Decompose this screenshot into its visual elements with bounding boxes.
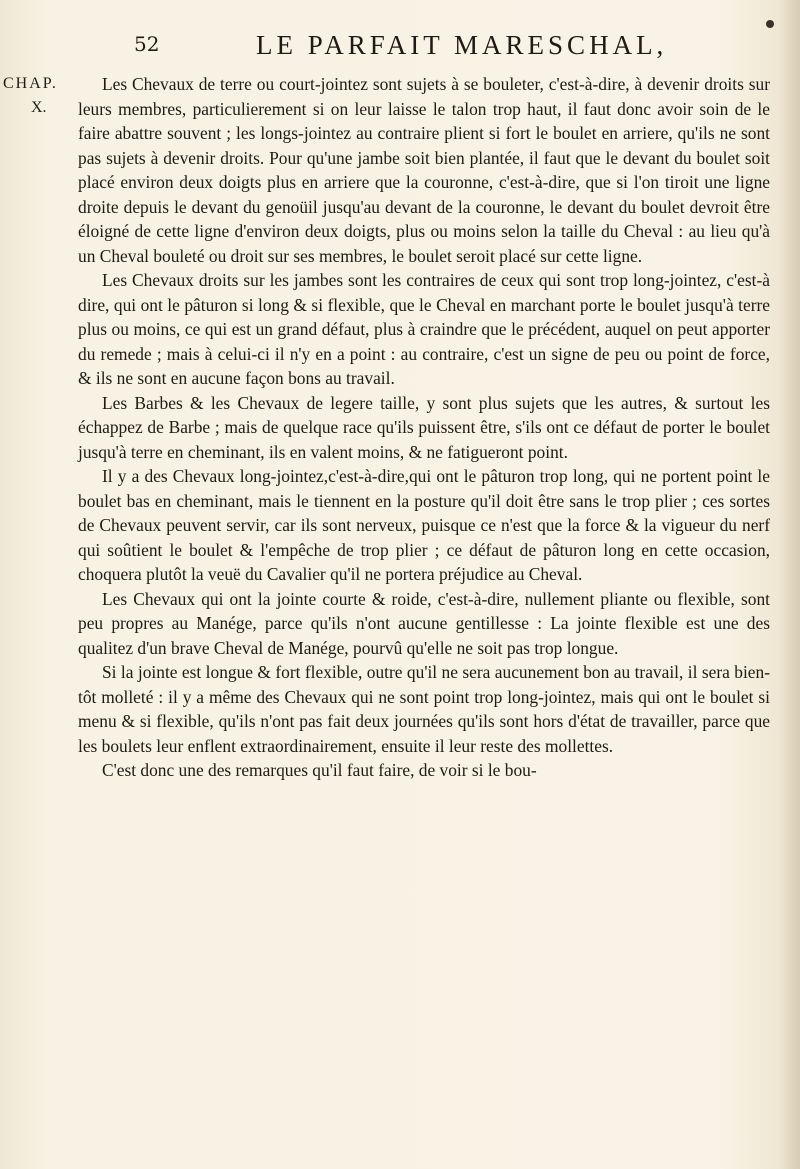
paragraph-7: C'est donc une des remarques qu'il faut faire, de voir si le bou- [102, 760, 537, 780]
paragraph-4: Il y a des Chevaux long-jointez,c'est-à-dire,qui ont le pâturon trop long, qui ne portent point le boulet bas en cheminant, mais le tiennent en la posture qu'il doit être sans le trop plier ; ces sortes de Chevaux peuvent servir, car ils sont nerveux, puisque ce n'est que la force & la vigueur du nerf qui soûtient le boulet & l'empêche de trop plier ; ce défaut de pâturon long en cette occasion, choquera plutôt la veuë du Cavalier qu'il ne portera préjudice au Cheval. [78, 466, 770, 584]
paragraph-6: Si la jointe est longue & fort flexible, outre qu'il ne sera aucunement bon au travail, il sera bien-tôt molleté : il y a même des Chevaux qui ne sont point trop long-jointez, mais qui ont le boulet si menu & si flexible, qu'ils n'ont pas fait deux journées qu'ils sont hors d'état de travailler, parce que les boulets leur enflent extraordinairement, ensuite il leur reste des mollettes. [78, 662, 770, 756]
page-edge-shadow [778, 0, 800, 1169]
chapter-margin-label [3, 72, 58, 120]
page-number: 52 [134, 32, 160, 56]
body-text [78, 72, 770, 783]
paragraph-3: Les Barbes & les Chevaux de legere taille, y sont plus sujets que les autres, & surtout les échappez de Barbe ; mais de quelque race qu'ils puissent être, s'ils ont ce défaut de porter le boulet jusqu'à terre en cheminant, ils en valent moins, & ne fatigueront point. [78, 392, 770, 462]
book-title: LE PARFAIT MARESCHAL, [256, 30, 668, 60]
running-head [78, 30, 718, 70]
ink-spot [766, 20, 774, 28]
chapter-number: X. [31, 99, 47, 116]
paragraph-1: Les Chevaux de terre ou court-jointez sont sujets à se bouleter, c'est-à-dire, à devenir droits sur leurs membres, particulierement si on leur laisse le talon trop haut, il faut donc avoir soin de le faire abattre souvent ; les longs-jointez au contraire plient si fort le boulet en arriere, qu'ils ne sont pas sujets à devenir droits. Pour qu'une jambe soit bien plantée, il faut que le devant du boulet soit placé environ deux doigts plus en arriere que la couronne, c'est-à-dire, que si l'on tiroit une ligne droite depuis le devant du genoüil jusqu'au devant de la couronne, le devant du boulet devroit être éloigné de cette ligne d'environ deux doigts, plus ou moins selon la taille du Cheval : au lieu qu'à un Cheval bouleté ou droit sur ses membres, le boulet seroit placé sur cette ligne. [78, 74, 770, 266]
chapter-word: CHAP. [3, 75, 58, 92]
paragraph-2: Les Chevaux droits sur les jambes sont les contraires de ceux qui sont trop long-jointez, c'est-à dire, qui ont le pâturon si long & si flexible, que le Cheval en marchant porte le boulet jusqu'à terre plus ou moins, ce qui est un grand défaut, plus à craindre que le précédent, auquel on peut apporter du remede ; mais à celui-ci il n'y en a point : au contraire, c'est un signe de peu ou point de force, & ils ne sont en aucune façon bons au travail. [78, 270, 770, 388]
paragraph-5: Les Chevaux qui ont la jointe courte & roide, c'est-à-dire, nullement pliante ou flexible, sont peu propres au Manége, parce qu'ils n'ont aucune gentillesse : La jointe flexible est une des qualitez d'un brave Cheval de Manége, pourvû qu'elle ne soit pas trop longue. [78, 588, 770, 658]
